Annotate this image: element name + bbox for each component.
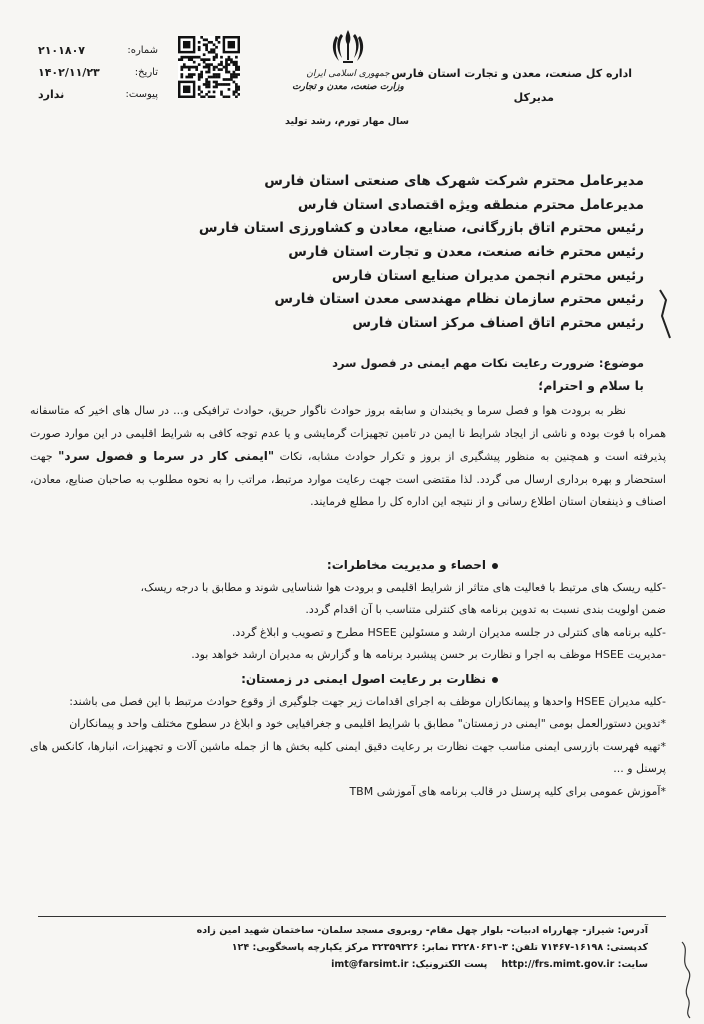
section-2-item: *تهیه فهرست بازرسی ایمنی مناسب جهت نظارت بر رعایت دقیق ایمنی کلیه بخش ها از جمله ماشین آلات و تجهیزات، انبارها، کانکس های پرسنل و ... — [30, 739, 666, 776]
greeting: با سلام و احترام؛ — [538, 378, 644, 393]
meta-number-row — [38, 40, 158, 62]
subject-text: ضرورت رعایت نکات مهم ایمنی در فصول سرد — [332, 356, 595, 370]
section-2-heading: نظارت بر رعایت اصول ایمنی در زمستان: — [30, 668, 666, 691]
footer-address: آدرس: شیراز- چهارراه ادبیات- بلوار چهل مقام- روبروی مسجد سلمان- ساختمان شهید امین زاده — [196, 925, 648, 936]
meta-date-row — [38, 62, 158, 84]
section-1-line: ضمن اولویت بندی نسبت به تدوین برنامه های کنترلی متناسب با آن اقدام گردد. — [305, 603, 666, 617]
section-1-line: -کلیه برنامه های کنترلی در جلسه مدیران ارشد و مسئولین HSEE مطرح و تصویب و ابلاغ گردد. — [231, 625, 666, 639]
qr-code-icon — [178, 36, 240, 98]
handwritten-check-icon — [656, 286, 686, 350]
emblem-ministry-text: وزارت صنعت، معدن و تجارت — [292, 82, 404, 92]
footer-contact: کدپستی: ۱۶۱۹۸-۷۱۴۶۷ تلفن: ۳-۳۲۲۸۰۶۳۱ نمابر: ۳۲۳۵۹۳۲۶ مرکز یکپارچه پاسخگویی: ۱۲۴ — [231, 942, 648, 953]
body-para-1-start: نظر به برودت هوا و فصل سرما و یخبندان و سابقه بروز حوادث ناگوار حریق، حوادث ترافیکی و... در سال های اخیر که متاسفانه همراه با فوت بوده و ناشی از ایجاد شرایط نا ایمن در تامین تجهیزات گرمایشی و یا عدم توجه کافی به شرایط اقلیمی در این موارد صورت پذیرفته است و همچنین به منظور پیشگیری از بروز و تکرار حوادث مشابه، نکات — [30, 404, 666, 464]
recipient-item: رئیس محترم اتاق بازرگانی، صنایع، معادن و کشاورزی استان فارس — [198, 220, 644, 237]
section-2-intro: -کلیه مدیران HSEE واحدها و پیمانکاران موظف به اجرای اقدامات زیر جهت جلوگیری از وقوع حوادث مرتبط با این فصل می باشند: — [69, 694, 666, 708]
attachment-label: پیوست: — [125, 89, 158, 100]
footer-site — [501, 956, 648, 973]
letter-meta — [38, 40, 158, 106]
bullet-icon — [492, 677, 498, 683]
emblem-block — [288, 26, 408, 94]
section-1-heading: احصاء و مدیریت مخاطرات: — [30, 554, 666, 577]
recipient-item: رئیس محترم خانه صنعت، معدن و تجارت استان فارس — [288, 244, 644, 261]
emblem-republic-text: جمهوری اسلامی ایران — [306, 69, 390, 79]
site-link[interactable]: http://frs.mimt.gov.ir — [501, 959, 615, 970]
number-label: شماره: — [127, 45, 158, 56]
letter-footer — [48, 922, 648, 973]
attachment-value: ندارد — [38, 88, 65, 101]
date-label: تاریخ: — [134, 67, 158, 78]
year-motto: سال مهار تورم، رشد تولید — [285, 116, 409, 127]
footer-email — [331, 956, 487, 973]
meta-attachment-row — [38, 84, 158, 106]
recipient-item: مدیرعامل محترم منطقه ویژه اقتصادی استان فارس — [297, 196, 644, 213]
section-winter-safety — [30, 668, 666, 804]
body-para-1-end: جهت استحضار و بهره برداری ارسال می گردد. لذا مقتضی است جهت رعایت موارد مرتبط، مراتب را به نحوه مطلوب به صاحبان صنایع، معادن، اصناف و ذینفعان استان اطلاع رسانی و از نتیجه این اداره کل را مطلع فرمایند. — [30, 450, 666, 509]
bullet-icon — [492, 563, 498, 569]
recipient-item: رئیس محترم سازمان نظام مهندسی معدن استان فارس — [274, 291, 644, 308]
number-value: ۲۱۰۱۸۰۷ — [38, 44, 85, 57]
site-label: سایت: — [617, 959, 648, 970]
iran-emblem-icon — [288, 26, 408, 66]
email-label: پست الکترونیک: — [411, 959, 488, 970]
body-paragraph — [30, 400, 666, 514]
recipients-list — [144, 170, 644, 336]
section-2-item: *تدوین دستورالعمل بومی "ایمنی در زمستان" مطابق با شرایط اقلیمی و جغرافیایی خود و ابلاغ در سطوح مختلف واحد و پیمانکاران — [69, 717, 666, 731]
section-2-item: *آموزش عمومی برای کلیه پرسنل در قالب برنامه های آموزشی TBM — [349, 784, 666, 798]
recipient-item: رئیس محترم انجمن مدیران صنایع استان فارس — [331, 267, 644, 284]
body-highlight: "ایمنی کار در سرما و فصول سرد" — [58, 449, 275, 464]
recipient-item: رئیس محترم اتاق اصناف مرکز استان فارس — [352, 315, 644, 332]
date-value: ۱۴۰۲/۱۱/۲۳ — [38, 66, 100, 79]
recipient-item: مدیرعامل محترم شرکت شهرک های صنعتی استان فارس — [264, 173, 644, 189]
section-1-line: -کلیه ریسک های مرتبط با فعالیت های متاثر از شرایط اقلیمی و برودت هوا شناسایی شوند و مطابق با درجه ریسک، — [140, 580, 666, 594]
subject-label: موضوع: — [598, 356, 644, 370]
org-header — [391, 62, 632, 110]
margin-scribble-icon — [676, 940, 698, 1024]
subject-line — [84, 356, 644, 370]
org-position: مدیرکل — [513, 91, 554, 104]
body-para-1 — [30, 400, 666, 514]
footer-web — [48, 956, 648, 973]
section-risk-management — [30, 554, 666, 667]
footer-divider — [38, 916, 666, 917]
section-1-line: -مدیریت HSEE موظف به اجرا و نظارت بر حسن پیشبرد برنامه ها و گزارش به مدیران ارشد خواهد بود. — [191, 648, 666, 662]
email-link[interactable]: imt@farsimt.ir — [331, 959, 409, 970]
org-name: اداره کل صنعت، معدن و تجارت استان فارس — [391, 67, 632, 80]
